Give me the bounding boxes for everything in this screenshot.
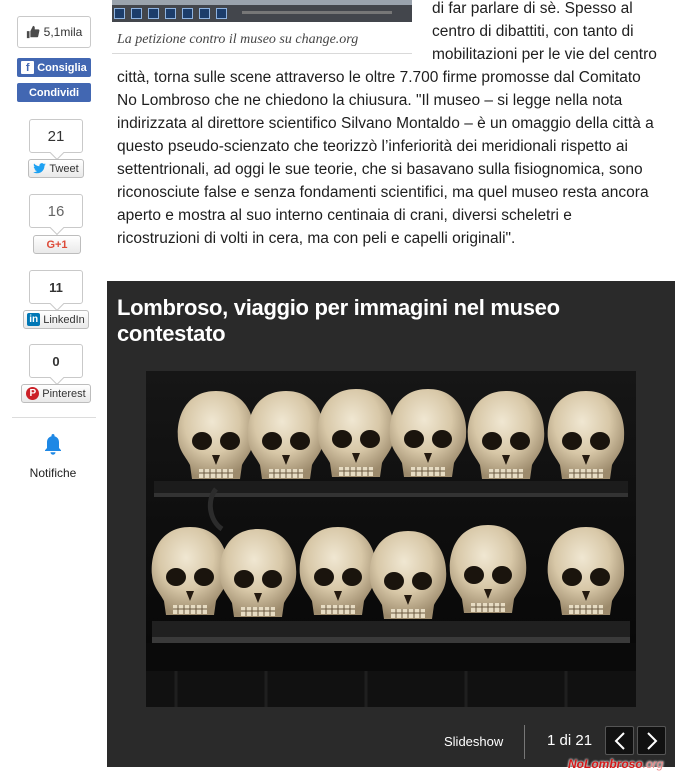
facebook-icon: f — [21, 61, 34, 74]
paragraph-line: riconosciute false e senza fondamenti scientifici, ma quel museo resta ancora — [117, 184, 649, 201]
linkedin-button[interactable] — [23, 310, 89, 329]
googleplus-count: 16 — [29, 194, 83, 228]
notifications-label[interactable]: Notifiche — [29, 466, 77, 480]
tweet-button[interactable] — [28, 159, 84, 178]
image-caption: La petizione contro il museo su change.org — [117, 32, 359, 47]
paragraph-line: questo pseudo-scienzato che teorizzò l’inferiorità dei meridionali rispetto ai — [117, 138, 628, 155]
slideshow-label[interactable]: Slideshow — [444, 734, 504, 749]
previous-slide-button[interactable] — [605, 726, 634, 755]
watermark-tld: .org — [642, 757, 664, 771]
petition-screenshot-image — [112, 0, 412, 22]
pinterest-count: 0 — [29, 344, 83, 378]
twitter-count: 21 — [29, 119, 83, 153]
paragraph-line: centro di dibattiti, con tanto di — [432, 23, 634, 40]
thumbs-up-icon — [26, 25, 40, 39]
facebook-like-label: Consiglia — [37, 61, 87, 74]
paragraph-line: di far parlare di sè. Spesso al — [432, 0, 633, 17]
bell-icon[interactable] — [42, 432, 64, 456]
linkedin-icon: in — [27, 313, 40, 326]
googleplus-label: G+1 — [46, 238, 68, 251]
controls-separator — [524, 725, 525, 759]
slideshow-title[interactable]: Lombroso, viaggio per immagini nel museo contestato — [117, 295, 560, 346]
site-watermark — [568, 757, 663, 771]
slide-counter: 1 di 21 — [547, 732, 593, 749]
paragraph-line: mobilitazioni per le vie del centro — [432, 46, 657, 63]
pinterest-icon: P — [26, 387, 39, 400]
paragraph-line: settentrionali, ad oggi le sue teorie, che si basavano sulla fisiognomica, sono — [117, 161, 643, 178]
caption-divider — [112, 53, 412, 54]
paragraph-line: indirizzata al direttore scientifico Silvano Montaldo – è un omaggio della città a — [117, 115, 654, 132]
paragraph-line: No Lombroso che ne chiedono la chiusura. "Il museo – si legge nella nota — [117, 92, 623, 109]
linkedin-count: 11 — [29, 270, 83, 304]
skulls-on-shelves-photo — [146, 371, 636, 707]
twitter-bird-icon — [33, 163, 46, 174]
next-slide-button[interactable] — [637, 726, 666, 755]
facebook-like-button[interactable] — [17, 58, 91, 77]
linkedin-label: LinkedIn — [43, 313, 85, 326]
tweet-label: Tweet — [49, 162, 79, 175]
sidebar-divider — [12, 417, 96, 418]
pinterest-label: Pinterest — [42, 387, 86, 400]
paragraph-line: aperto e mostra al suo interno centinaia di crani, diversi scheletri e — [117, 207, 572, 224]
facebook-like-count — [17, 16, 91, 48]
paragraph-line: ricostruzioni di volti in cera, ma con peli e capelli originali". — [117, 230, 516, 247]
share-sidebar — [0, 0, 106, 777]
paragraph-line: città, torna sulle scene attraverso le oltre 7.700 firme promosse dal Comitato — [117, 69, 641, 86]
chevron-left-icon — [613, 732, 627, 750]
chevron-right-icon — [645, 732, 659, 750]
googleplus-button[interactable] — [33, 235, 81, 254]
slideshow-photo[interactable] — [146, 371, 636, 707]
facebook-share-label: Condividi — [28, 86, 80, 99]
slideshow-widget — [107, 281, 675, 767]
watermark-brand: NoLombroso — [568, 757, 643, 771]
facebook-likes-value: 5,1mila — [43, 25, 83, 39]
pinterest-button[interactable] — [21, 384, 91, 403]
facebook-share-button[interactable] — [17, 83, 91, 102]
